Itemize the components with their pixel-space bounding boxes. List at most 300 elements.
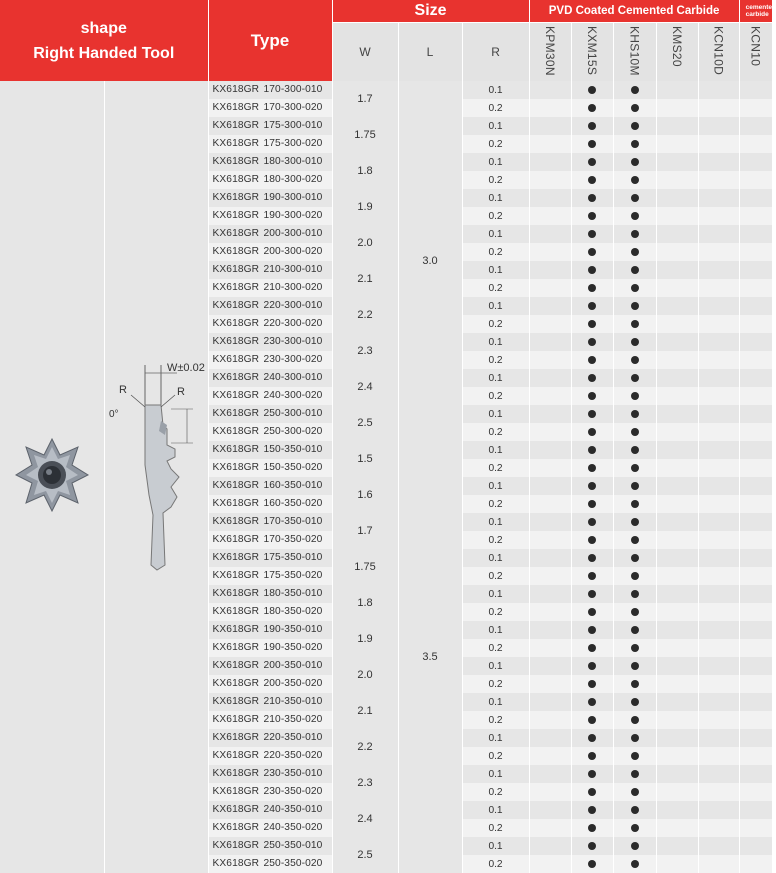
available-dot-icon (588, 662, 596, 670)
grade-cell-kxm15s (571, 693, 613, 711)
r-value: 0.2 (462, 783, 529, 801)
available-dot-icon (631, 518, 639, 526)
r-value: 0.1 (462, 333, 529, 351)
r-value: 0.2 (462, 567, 529, 585)
available-dot-icon (631, 248, 639, 256)
grade-cell-kcn10 (739, 603, 772, 621)
grade-cell-khs10m (613, 657, 656, 675)
grade-cell-kms20 (656, 81, 698, 99)
available-dot-icon (588, 590, 596, 598)
r-value: 0.1 (462, 81, 529, 99)
carbide-label: carbide (745, 10, 769, 18)
grade-cell-kpm30n (529, 171, 571, 189)
grade-header-kpm30n: KPM30N (529, 22, 571, 81)
available-dot-icon (631, 500, 639, 508)
grade-cell-kcn10 (739, 207, 772, 225)
type-cell: KX618GR 150-350-010 (208, 441, 332, 459)
type-cell: KX618GR 200-300-020 (208, 243, 332, 261)
r-value: 0.2 (462, 603, 529, 621)
grade-cell-kms20 (656, 513, 698, 531)
grade-cell-kcn10 (739, 819, 772, 837)
cemented-header (739, 0, 776, 22)
grade-cell-kcn10 (739, 693, 772, 711)
grade-cell-kxm15s (571, 423, 613, 441)
grade-cell-khs10m (613, 855, 656, 873)
grade-cell-kpm30n (529, 477, 571, 495)
grade-cell-khs10m (613, 711, 656, 729)
grade-cell-kcn10 (739, 837, 772, 855)
w-tolerance-label: W±0.02 (166, 361, 205, 374)
available-dot-icon (631, 302, 639, 310)
available-dot-icon (631, 536, 639, 544)
grade-cell-kpm30n (529, 783, 571, 801)
grade-cell-khs10m (613, 531, 656, 549)
grade-cell-khs10m (613, 261, 656, 279)
grade-cell-kxm15s (571, 261, 613, 279)
available-dot-icon (588, 716, 596, 724)
r-value: 0.2 (462, 279, 529, 297)
grade-cell-khs10m (613, 423, 656, 441)
available-dot-icon (588, 338, 596, 346)
grade-cell-kxm15s (571, 531, 613, 549)
available-dot-icon (631, 860, 639, 868)
w-value: 1.7 (332, 81, 398, 117)
w-value: 1.8 (332, 153, 398, 189)
grade-cell-kxm15s (571, 135, 613, 153)
available-dot-icon (588, 644, 596, 652)
r-value: 0.2 (462, 855, 529, 873)
grade-cell-kms20 (656, 495, 698, 513)
grade-cell-kms20 (656, 135, 698, 153)
grade-cell-khs10m (613, 495, 656, 513)
grade-cell-khs10m (613, 351, 656, 369)
r-value: 0.2 (462, 459, 529, 477)
w-value: 2.2 (332, 297, 398, 333)
grade-cell-kcn10d (698, 459, 739, 477)
grade-cell-khs10m (613, 297, 656, 315)
grade-cell-kcn10d (698, 621, 739, 639)
grade-cell-kpm30n (529, 711, 571, 729)
type-cell: KX618GR 200-300-010 (208, 225, 332, 243)
grade-cell-kxm15s (571, 837, 613, 855)
r-value: 0.1 (462, 297, 529, 315)
w-value: 2.3 (332, 333, 398, 369)
grade-cell-kcn10 (739, 171, 772, 189)
w-header: W (332, 22, 398, 81)
grade-cell-kcn10d (698, 189, 739, 207)
grade-cell-kcn10d (698, 801, 739, 819)
grade-cell-kpm30n (529, 387, 571, 405)
type-cell: KX618GR 190-350-020 (208, 639, 332, 657)
w-value: 2.1 (332, 693, 398, 729)
w-value: 2.5 (332, 405, 398, 441)
available-dot-icon (588, 176, 596, 184)
grade-cell-khs10m (613, 639, 656, 657)
grade-cell-kcn10d (698, 693, 739, 711)
r-value: 0.1 (462, 261, 529, 279)
available-dot-icon (631, 356, 639, 364)
grade-cell-kxm15s (571, 279, 613, 297)
grade-cell-kcn10d (698, 765, 739, 783)
grade-cell-kcn10 (739, 351, 772, 369)
grade-cell-kcn10d (698, 135, 739, 153)
grade-cell-kms20 (656, 531, 698, 549)
available-dot-icon (631, 626, 639, 634)
available-dot-icon (588, 248, 596, 256)
grade-cell-khs10m (613, 729, 656, 747)
available-dot-icon (631, 320, 639, 328)
grade-cell-kpm30n (529, 243, 571, 261)
grade-cell-kcn10 (739, 405, 772, 423)
grade-cell-kxm15s (571, 297, 613, 315)
size-header: Size (332, 0, 529, 22)
available-dot-icon (588, 518, 596, 526)
type-cell: KX618GR 230-300-010 (208, 333, 332, 351)
grade-cell-kms20 (656, 675, 698, 693)
available-dot-icon (588, 626, 596, 634)
grade-cell-kpm30n (529, 135, 571, 153)
grade-cell-kcn10 (739, 477, 772, 495)
type-cell: KX618GR 200-350-020 (208, 675, 332, 693)
grade-cell-kcn10 (739, 747, 772, 765)
type-cell: KX618GR 180-350-010 (208, 585, 332, 603)
grade-cell-kxm15s (571, 441, 613, 459)
available-dot-icon (588, 104, 596, 112)
grade-cell-kpm30n (529, 441, 571, 459)
grade-cell-kxm15s (571, 243, 613, 261)
available-dot-icon (631, 464, 639, 472)
grade-cell-kcn10 (739, 333, 772, 351)
grade-cell-kcn10d (698, 567, 739, 585)
grade-cell-kxm15s (571, 171, 613, 189)
grade-cell-kxm15s (571, 513, 613, 531)
type-cell: KX618GR 250-300-020 (208, 423, 332, 441)
grade-cell-kcn10d (698, 243, 739, 261)
grade-cell-kms20 (656, 639, 698, 657)
available-dot-icon (631, 590, 639, 598)
r-value: 0.2 (462, 387, 529, 405)
grade-cell-kms20 (656, 225, 698, 243)
pvd-header: PVD Coated Cemented Carbide (529, 0, 739, 22)
grade-cell-kxm15s (571, 99, 613, 117)
grade-cell-kxm15s (571, 675, 613, 693)
grade-cell-khs10m (613, 153, 656, 171)
grade-cell-khs10m (613, 243, 656, 261)
grade-cell-kpm30n (529, 81, 571, 99)
r-value: 0.2 (462, 171, 529, 189)
r-value: 0.1 (462, 405, 529, 423)
grade-cell-kpm30n (529, 603, 571, 621)
type-cell: KX618GR 250-350-020 (208, 855, 332, 873)
available-dot-icon (588, 122, 596, 130)
available-dot-icon (631, 392, 639, 400)
available-dot-icon (588, 320, 596, 328)
grade-cell-kpm30n (529, 549, 571, 567)
grade-cell-khs10m (613, 783, 656, 801)
available-dot-icon (631, 680, 639, 688)
grade-cell-kcn10 (739, 153, 772, 171)
r-value: 0.2 (462, 207, 529, 225)
grade-cell-kpm30n (529, 207, 571, 225)
available-dot-icon (631, 266, 639, 274)
grade-cell-khs10m (613, 225, 656, 243)
tool-label: Right Handed Tool (33, 44, 175, 62)
grade-cell-kxm15s (571, 567, 613, 585)
available-dot-icon (588, 536, 596, 544)
grade-cell-kcn10 (739, 657, 772, 675)
grade-cell-kcn10d (698, 495, 739, 513)
grade-cell-kpm30n (529, 297, 571, 315)
grade-cell-kms20 (656, 585, 698, 603)
r-value: 0.1 (462, 225, 529, 243)
grade-cell-kcn10d (698, 585, 739, 603)
grade-cell-kms20 (656, 855, 698, 873)
grade-cell-kxm15s (571, 459, 613, 477)
cemented-label: cemented (745, 3, 776, 11)
grade-cell-khs10m (613, 837, 656, 855)
r-value: 0.2 (462, 495, 529, 513)
available-dot-icon (588, 230, 596, 238)
grade-cell-kms20 (656, 405, 698, 423)
grade-cell-kpm30n (529, 729, 571, 747)
grade-cell-kpm30n (529, 153, 571, 171)
grade-cell-kms20 (656, 243, 698, 261)
type-cell: KX618GR 220-350-020 (208, 747, 332, 765)
w-value: 2.4 (332, 801, 398, 837)
grade-cell-kpm30n (529, 279, 571, 297)
grade-cell-kxm15s (571, 477, 613, 495)
grade-cell-kms20 (656, 459, 698, 477)
grade-cell-kcn10d (698, 351, 739, 369)
w-value: 2.4 (332, 369, 398, 405)
grade-cell-kcn10d (698, 207, 739, 225)
type-header: Type (208, 0, 332, 81)
available-dot-icon (588, 860, 596, 868)
grade-cell-kxm15s (571, 495, 613, 513)
available-dot-icon (631, 662, 639, 670)
type-cell: KX618GR 250-300-010 (208, 405, 332, 423)
type-cell: KX618GR 220-300-020 (208, 315, 332, 333)
w-value: 2.1 (332, 261, 398, 297)
grade-cell-kms20 (656, 261, 698, 279)
available-dot-icon (588, 86, 596, 94)
r-value: 0.1 (462, 801, 529, 819)
grade-cell-kxm15s (571, 549, 613, 567)
grade-cell-kcn10 (739, 297, 772, 315)
r-value: 0.2 (462, 99, 529, 117)
type-cell: KX618GR 250-350-010 (208, 837, 332, 855)
available-dot-icon (631, 104, 639, 112)
grade-header-khs10m: KHS10M (613, 22, 656, 81)
available-dot-icon (631, 644, 639, 652)
grade-cell-kxm15s (571, 369, 613, 387)
grade-cell-kxm15s (571, 801, 613, 819)
grade-cell-khs10m (613, 81, 656, 99)
grade-cell-kpm30n (529, 657, 571, 675)
grade-cell-kpm30n (529, 531, 571, 549)
grade-cell-kcn10 (739, 765, 772, 783)
grade-cell-kms20 (656, 297, 698, 315)
available-dot-icon (588, 194, 596, 202)
r-value: 0.1 (462, 153, 529, 171)
r-value: 0.2 (462, 531, 529, 549)
grade-header-kxm15s: KXM15S (571, 22, 613, 81)
grade-cell-kxm15s (571, 585, 613, 603)
grade-cell-kpm30n (529, 369, 571, 387)
available-dot-icon (588, 410, 596, 418)
type-cell: KX618GR 210-300-020 (208, 279, 332, 297)
grade-cell-khs10m (613, 801, 656, 819)
w-value: 1.75 (332, 117, 398, 153)
grade-cell-khs10m (613, 621, 656, 639)
grade-cell-kms20 (656, 369, 698, 387)
type-cell: KX618GR 175-300-010 (208, 117, 332, 135)
available-dot-icon (588, 788, 596, 796)
type-cell: KX618GR 170-350-010 (208, 513, 332, 531)
available-dot-icon (631, 374, 639, 382)
type-cell: KX618GR 220-350-010 (208, 729, 332, 747)
available-dot-icon (631, 734, 639, 742)
grade-cell-kcn10d (698, 387, 739, 405)
grade-cell-kcn10d (698, 531, 739, 549)
available-dot-icon (588, 374, 596, 382)
available-dot-icon (631, 212, 639, 220)
available-dot-icon (631, 806, 639, 814)
grade-cell-kcn10 (739, 459, 772, 477)
grade-cell-kxm15s (571, 711, 613, 729)
type-cell: KX618GR 190-300-020 (208, 207, 332, 225)
r-value: 0.1 (462, 585, 529, 603)
grade-cell-kms20 (656, 765, 698, 783)
available-dot-icon (588, 824, 596, 832)
grade-cell-kpm30n (529, 261, 571, 279)
grade-cell-kcn10d (698, 675, 739, 693)
grade-cell-khs10m (613, 765, 656, 783)
grade-cell-kms20 (656, 693, 698, 711)
available-dot-icon (631, 194, 639, 202)
type-cell: KX618GR 180-300-020 (208, 171, 332, 189)
available-dot-icon (588, 356, 596, 364)
available-dot-icon (588, 428, 596, 436)
grade-cell-kms20 (656, 603, 698, 621)
grade-cell-kcn10 (739, 639, 772, 657)
grade-cell-kcn10d (698, 405, 739, 423)
grade-cell-kcn10 (739, 423, 772, 441)
grade-cell-kms20 (656, 621, 698, 639)
available-dot-icon (631, 86, 639, 94)
grade-cell-kxm15s (571, 405, 613, 423)
grade-cell-khs10m (613, 117, 656, 135)
grade-cell-khs10m (613, 441, 656, 459)
grade-cell-khs10m (613, 315, 656, 333)
grade-cell-kcn10 (739, 855, 772, 873)
grade-cell-kcn10 (739, 729, 772, 747)
r-value: 0.2 (462, 639, 529, 657)
available-dot-icon (631, 428, 639, 436)
grade-cell-khs10m (613, 567, 656, 585)
grade-header-kms20: KMS20 (656, 22, 698, 81)
r-value: 0.1 (462, 549, 529, 567)
grade-cell-khs10m (613, 819, 656, 837)
available-dot-icon (631, 752, 639, 760)
grade-cell-kpm30n (529, 513, 571, 531)
grade-cell-kcn10d (698, 261, 739, 279)
grade-cell-kcn10 (739, 315, 772, 333)
type-cell: KX618GR 230-300-020 (208, 351, 332, 369)
grade-cell-kcn10 (739, 81, 772, 99)
grade-cell-kms20 (656, 351, 698, 369)
grade-cell-khs10m (613, 171, 656, 189)
l-value: 3.5 (398, 441, 462, 873)
available-dot-icon (631, 698, 639, 706)
grade-cell-kcn10 (739, 387, 772, 405)
grade-cell-kcn10 (739, 261, 772, 279)
grade-cell-kcn10d (698, 99, 739, 117)
w-value: 1.6 (332, 477, 398, 513)
available-dot-icon (631, 608, 639, 616)
grade-cell-kcn10 (739, 243, 772, 261)
type-cell: KX618GR 180-350-020 (208, 603, 332, 621)
grade-cell-kpm30n (529, 819, 571, 837)
available-dot-icon (588, 554, 596, 562)
grade-cell-kcn10 (739, 135, 772, 153)
type-cell: KX618GR 210-350-020 (208, 711, 332, 729)
grade-cell-kxm15s (571, 603, 613, 621)
available-dot-icon (631, 158, 639, 166)
type-cell: KX618GR 160-350-010 (208, 477, 332, 495)
type-cell: KX618GR 240-300-010 (208, 369, 332, 387)
grade-cell-kcn10d (698, 225, 739, 243)
grade-cell-kxm15s (571, 639, 613, 657)
type-cell: KX618GR 170-300-020 (208, 99, 332, 117)
grade-cell-kms20 (656, 801, 698, 819)
grade-cell-kxm15s (571, 117, 613, 135)
available-dot-icon (631, 140, 639, 148)
available-dot-icon (631, 770, 639, 778)
grade-cell-kcn10 (739, 225, 772, 243)
grade-cell-kcn10d (698, 819, 739, 837)
grade-cell-khs10m (613, 189, 656, 207)
grade-cell-khs10m (613, 99, 656, 117)
grade-cell-kxm15s (571, 657, 613, 675)
w-value: 2.0 (332, 657, 398, 693)
available-dot-icon (631, 824, 639, 832)
grade-cell-kxm15s (571, 387, 613, 405)
grade-header-kcn10d: KCN10D (698, 22, 739, 81)
grade-cell-kpm30n (529, 99, 571, 117)
available-dot-icon (588, 608, 596, 616)
grade-cell-kcn10d (698, 855, 739, 873)
l-value: 3.0 (398, 81, 462, 441)
grade-cell-kcn10d (698, 603, 739, 621)
type-cell: KX618GR 240-300-020 (208, 387, 332, 405)
grade-cell-kpm30n (529, 117, 571, 135)
grade-cell-kpm30n (529, 333, 571, 351)
available-dot-icon (631, 338, 639, 346)
type-cell: KX618GR 230-350-010 (208, 765, 332, 783)
grade-cell-kcn10d (698, 747, 739, 765)
grade-cell-kcn10 (739, 549, 772, 567)
grade-cell-kms20 (656, 189, 698, 207)
table-row (0, 81, 772, 99)
available-dot-icon (631, 482, 639, 490)
available-dot-icon (588, 140, 596, 148)
r-value: 0.2 (462, 711, 529, 729)
type-cell: KX618GR 190-350-010 (208, 621, 332, 639)
grade-cell-kcn10 (739, 531, 772, 549)
grade-cell-kxm15s (571, 351, 613, 369)
r-value: 0.1 (462, 477, 529, 495)
